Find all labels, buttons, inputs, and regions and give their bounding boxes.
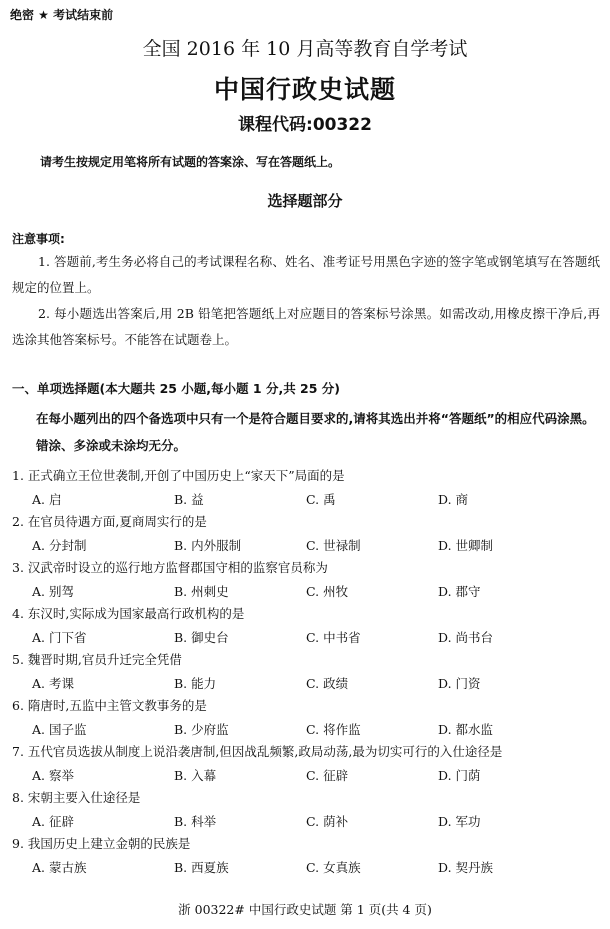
confidential-label: 绝密 ★ 考试结束前 bbox=[10, 8, 114, 22]
question-option: A. 门下省 bbox=[32, 630, 87, 645]
question-option: C. 中书省 bbox=[306, 630, 361, 645]
question-stem: 9. 我国历史上建立金朝的民族是 bbox=[12, 836, 191, 851]
question-option: D. 都水监 bbox=[438, 722, 494, 737]
question-option: B. 入幕 bbox=[174, 768, 217, 783]
question-option: B. 内外服制 bbox=[174, 538, 242, 553]
question-option: A. 启 bbox=[32, 492, 62, 507]
question-option: B. 州刺史 bbox=[174, 584, 229, 599]
question-option: D. 尚书台 bbox=[438, 630, 494, 645]
question-option: A. 国子监 bbox=[32, 722, 87, 737]
question-option: C. 州牧 bbox=[306, 584, 349, 599]
question-option: A. 分封制 bbox=[32, 538, 87, 553]
question-stem: 2. 在官员待遇方面,夏商周实行的是 bbox=[12, 514, 207, 529]
question-stem: 4. 东汉时,实际成为国家最高行政机构的是 bbox=[12, 606, 245, 621]
answer-note: 请考生按规定用笔将所有试题的答案涂、写在答题纸上。 bbox=[40, 155, 341, 169]
question-stem: 8. 宋朝主要入仕途径是 bbox=[12, 790, 141, 805]
question-stem: 5. 魏晋时期,官员升迁完全凭借 bbox=[12, 652, 182, 667]
question-option: A. 别驾 bbox=[32, 584, 74, 599]
question-stem: 1. 正式确立王位世袭制,开创了中国历史上“家天下”局面的是 bbox=[12, 468, 345, 483]
question-option: A. 蒙古族 bbox=[32, 860, 87, 875]
question-option: B. 能力 bbox=[174, 676, 217, 691]
attention-item-1: 1. 答题前,考生务必将自己的考试课程名称、姓名、准考证号用黑色字迹的签字笔或钢笔填写在答题纸规定的位置上。 bbox=[12, 254, 600, 295]
attention-item-2: 2. 每小题选出答案后,用 2B 铅笔把答题纸上对应题目的答案标号涂黑。如需改动,用橡皮擦干净后,再选涂其他答案标号。不能答在试题卷上。 bbox=[12, 306, 600, 347]
question-option: A. 征辟 bbox=[32, 814, 74, 829]
question-option: C. 将作监 bbox=[306, 722, 361, 737]
question-stem: 6. 隋唐时,五监中主管文教事务的是 bbox=[12, 698, 207, 713]
question-option: D. 商 bbox=[438, 492, 469, 507]
question-option: A. 察举 bbox=[32, 768, 74, 783]
question-stem: 3. 汉武帝时设立的巡行地方监督郡国守相的监察官员称为 bbox=[12, 560, 328, 575]
question-option: D. 军功 bbox=[438, 814, 481, 829]
question-option: D. 门荫 bbox=[438, 768, 481, 783]
question-option: D. 门资 bbox=[438, 676, 481, 691]
question-option: A. 考课 bbox=[32, 676, 74, 691]
question-option: D. 契丹族 bbox=[438, 860, 494, 875]
question-option: B. 益 bbox=[174, 492, 204, 507]
question-option: C. 荫补 bbox=[306, 814, 349, 829]
question-option: D. 世卿制 bbox=[438, 538, 494, 553]
section-instruction: 在每小题列出的四个备选项中只有一个是符合题目要求的,请将其选出并将“答题纸”的相应代码涂黑。错涂、多涂或未涂均无分。 bbox=[36, 411, 595, 453]
question-option: D. 郡守 bbox=[438, 584, 481, 599]
question-option: B. 西夏族 bbox=[174, 860, 229, 875]
question-option: C. 世禄制 bbox=[306, 538, 361, 553]
course-code: 课程代码:00322 bbox=[238, 115, 372, 135]
question-option: C. 禹 bbox=[306, 492, 336, 507]
question-option: B. 科举 bbox=[174, 814, 217, 829]
question-option: C. 征辟 bbox=[306, 768, 349, 783]
exam-name: 全国 2016 年 10 月高等教育自学考试 bbox=[142, 38, 468, 60]
question-option: B. 少府监 bbox=[174, 722, 229, 737]
section-heading: 一、单项选择题(本大题共 25 小题,每小题 1 分,共 25 分) bbox=[12, 381, 341, 396]
question-stem: 7. 五代官员选拔从制度上说沿袭唐制,但因战乱频繁,政局动荡,最为切实可行的入仕途径是 bbox=[12, 744, 503, 759]
part-title: 选择题部分 bbox=[267, 192, 343, 210]
question-option: B. 御史台 bbox=[174, 630, 229, 645]
question-option: C. 政绩 bbox=[306, 676, 349, 691]
attention-heading: 注意事项: bbox=[12, 232, 65, 246]
page-footer: 浙 00322# 中国行政史试题 第 1 页(共 4 页) bbox=[178, 902, 432, 917]
page-title: 中国行政史试题 bbox=[213, 75, 396, 104]
question-option: C. 女真族 bbox=[306, 860, 361, 875]
